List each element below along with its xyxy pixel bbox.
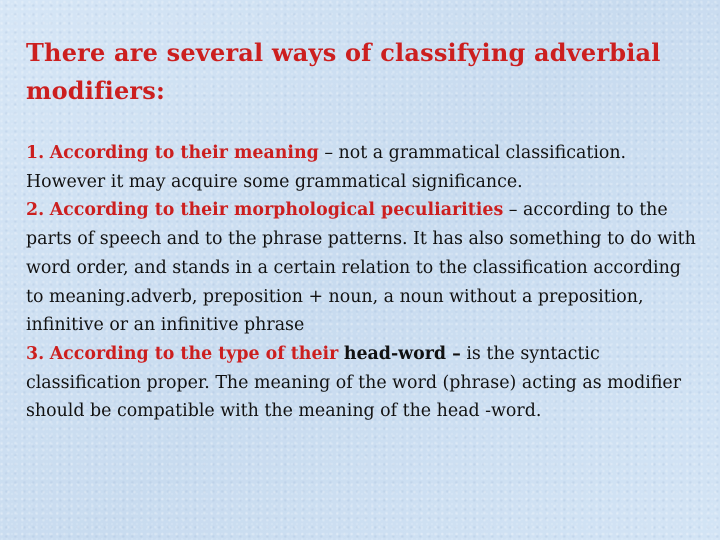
item-number: 3.	[26, 343, 45, 364]
item-heading: According to the type of their	[49, 343, 339, 364]
list-item-meaning	[26, 139, 702, 196]
item-text: – according to the parts of speech and to the phrase patterns. It has also something to do with word order, and stands in a certain relation to the classification according to meaning.adverb, preposition + noun, a noun without a preposition, infinitive or an infinitive phrase	[26, 200, 696, 336]
item-number: 1.	[26, 143, 45, 163]
item-heading: According to their morphological peculiarities	[49, 200, 504, 221]
item-keyword: head-word	[343, 343, 447, 364]
list-item-morphological	[26, 196, 702, 340]
item-number: 2.	[26, 200, 45, 221]
list-item-head-word	[26, 340, 702, 426]
item-text: – not a grammatical classification. However it may acquire some grammatical significance.	[26, 143, 627, 192]
item-heading: According to their meaning	[49, 143, 319, 163]
item-text: is the syntactic classification proper. The meaning of the word (phrase) acting as modifier should be compatible with the meaning of the head -word.	[26, 343, 682, 422]
slide-body	[26, 139, 702, 426]
slide-title: There are several ways of classifying adverbial modifiers:	[26, 38, 661, 105]
item-dash: –	[446, 343, 461, 364]
